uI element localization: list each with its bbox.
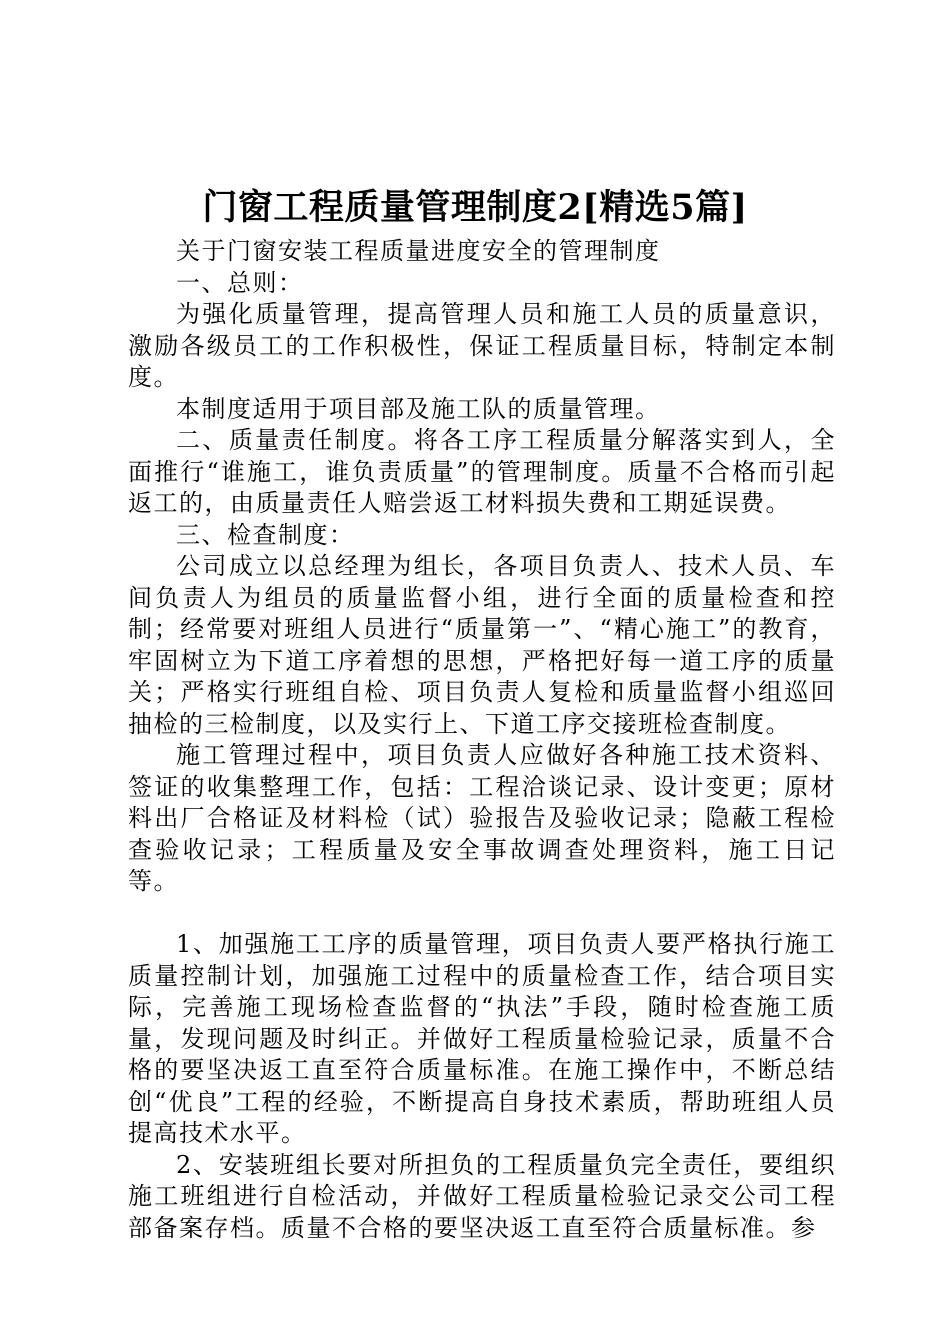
numbered-item-1: 1、加强施工工序的质量管理，项目负责人要严格执行施工质量控制计划，加强施工过程中的质量检查工作，结合项目实际，完善施工现场检查监督的“执法”手段，随时检查施工质量，发现问题及时纠正。并做好工程质量检验记录，质量不合格的要坚决返工直至符合质量标准。在施工操作中，不断总结创“优良”工程的经验，不断提高自身技术素质，帮助班组人员提高技术水平。 [128, 930, 836, 1147]
document-title: 门窗工程质量管理制度2[精选5篇] [202, 187, 748, 228]
section-heading-inspection: 三、检查制度： [176, 520, 355, 549]
section-heading-general: 一、总则： [176, 268, 304, 297]
document-body [128, 236, 836, 1244]
body-paragraph: 施工管理过程中，项目负责人应做好各种施工技术资料、签证的收集整理工作，包括：工程洽谈记录、设计变更；原材料出厂合格证及材料检（试）验报告及验收记录；隐蔽工程检查验收记录；工程质量及安全事故调查处理资料，施工日记等。 [128, 741, 836, 895]
body-paragraph: 公司成立以总经理为组长，各项目负责人、技术人员、车间负责人为组员的质量监督小组，进行全面的质量检查和控制；经常要对班组人员进行“质量第一”、“精心施工”的教育，牢固树立为下道工序着想的思想，严格把好每一道工序的质量关；严格实行班组自检、项目负责人复检和质量监督小组巡回抽检的三检制度，以及实行上、下道工序交接班检查制度。 [128, 552, 836, 738]
body-paragraph: 本制度适用于项目部及施工队的质量管理。 [176, 394, 661, 423]
body-paragraph: 为强化质量管理，提高管理人员和施工人员的质量意识，激励各级员工的工作积极性，保证工程质量目标，特制定本制度。 [128, 300, 836, 391]
section-quality-responsibility: 二、质量责任制度。将各工序工程质量分解落实到人，全面推行“谁施工，谁负责质量”的管理制度。质量不合格而引起返工的，由质量责任人赔尝返工材料损失费和工期延误费。 [128, 426, 836, 517]
numbered-item-2: 2、安装班组长要对所担负的工程质量负完全责任，要组织施工班组进行自检活动，并做好工程质量检验记录交公司工程部备案存档。质量不合格的要坚决返工直至符合质量标准。参 [128, 1150, 836, 1242]
subtitle-paragraph: 关于门窗安装工程质量进度安全的管理制度 [176, 237, 661, 265]
